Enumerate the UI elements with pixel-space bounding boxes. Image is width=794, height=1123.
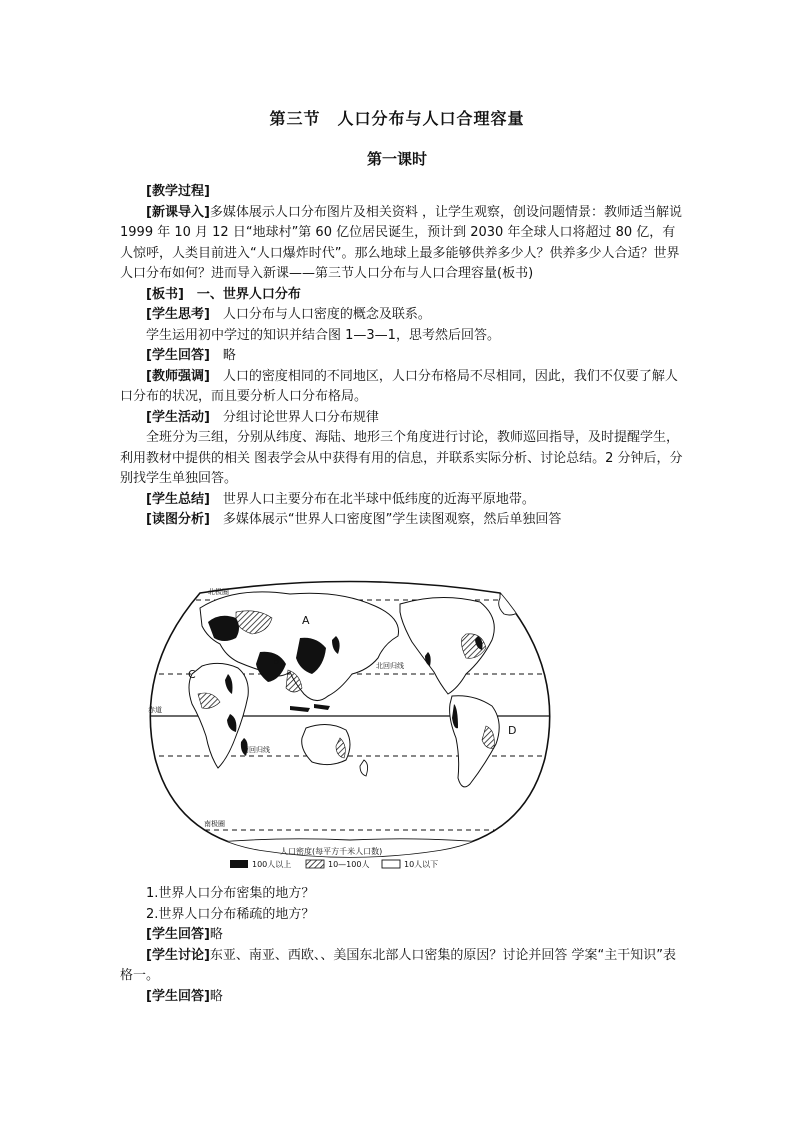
paragraph-think: [学生思考] 人口分布与人口密度的概念及联系。 xyxy=(146,307,431,322)
paragraph-emphasis: [教师强调] 人口的密度相同的不同地区，人口分布格局不尽相同，因此，我们不仅要了解人口分布的状况，而且要分析人口分布格局。 xyxy=(120,368,678,404)
paragraph-groups: 全班分为三组，分别从纬度、海陆、地形三个角度进行讨论，教师巡回指导，及时提醒学生，利用教材中提供的相关 图表学会从中获得有用的信息，并联系实际分析、讨论总结。2 分钟后，分别找学生单独回答。 xyxy=(120,430,683,486)
section-heading: [教学过程] xyxy=(146,184,210,199)
antarctic-circle-label: 南极圈 xyxy=(204,820,225,828)
region-label-d: D xyxy=(508,724,517,737)
student-answer-1: [学生回答]略 xyxy=(146,927,223,942)
page-subtitle: 第一课时 xyxy=(366,150,427,168)
region-label-a: A xyxy=(302,614,310,627)
arctic-circle-label: 北极圈 xyxy=(208,588,229,596)
world-population-density-map xyxy=(140,578,560,878)
legend-low-label: 10人以下 xyxy=(404,860,439,869)
questions-section xyxy=(120,884,688,1007)
question-2: 2.世界人口分布稀疏的地方？ xyxy=(146,906,315,922)
paragraph-intro: [新课导入]多媒体展示人口分布图片及相关资料 ，让学生观察，创设问题情景：教师适当解说 1999 年 10 月 12 日“地球村”第 60 亿位居民诞生，预计到 2030 年全球人口将超过 80 亿，有人惊呼，人类目前进入“人口爆炸时代”。那么地球上最多能够供养多少人？供养多少人合适？世界人口分布如何？进而导入新课——第三节人口分布与人口合理容量(板书) xyxy=(120,204,683,281)
tropic-capricorn-label: 南回归线 xyxy=(242,746,270,754)
legend-high-label: 100人以上 xyxy=(252,860,292,869)
legend-mid-swatch xyxy=(306,860,324,868)
legend-high-swatch xyxy=(230,860,248,868)
page-title: 第三节 人口分布与人口合理容量 xyxy=(269,109,525,128)
equator-label: 赤道 xyxy=(148,706,162,714)
student-answer-2: [学生回答]略 xyxy=(146,988,223,1004)
paragraph-answer: [学生回答] 略 xyxy=(146,348,236,363)
paragraph-activity: [学生活动] 分组讨论世界人口分布规律 xyxy=(146,409,379,425)
map-svg xyxy=(140,578,560,878)
question-1: 1.世界人口分布密集的地方？ xyxy=(146,886,315,901)
paragraph-summary: [学生总结] 世界人口主要分布在北半球中低纬度的近海平原地带。 xyxy=(146,491,535,507)
legend-low-swatch xyxy=(382,860,400,868)
tropic-cancer-label: 北回归线 xyxy=(376,662,404,670)
region-label-b: B xyxy=(272,654,280,667)
paragraph-use-knowledge: 学生运用初中学过的知识并结合图 1—3—1，思考然后回答。 xyxy=(146,327,500,343)
region-label-c: C xyxy=(188,668,196,681)
greenland xyxy=(499,594,524,615)
student-discussion: [学生讨论]东亚、南亚、西欧、、美国东北部人口密集的原因？讨论并回答 学案“主干知识”表格一。 xyxy=(120,947,676,983)
paragraph-map-analysis: [读图分析] 多媒体展示“世界人口密度图”学生读图观察，然后单独回答 xyxy=(146,512,562,527)
legend-mid-label: 10—100人 xyxy=(328,860,370,869)
legend-title: 人口密度(每平方千米人口数) xyxy=(280,847,383,856)
lesson-content xyxy=(120,182,688,531)
paragraph-board: [板书] 一、世界人口分布 xyxy=(146,286,301,302)
